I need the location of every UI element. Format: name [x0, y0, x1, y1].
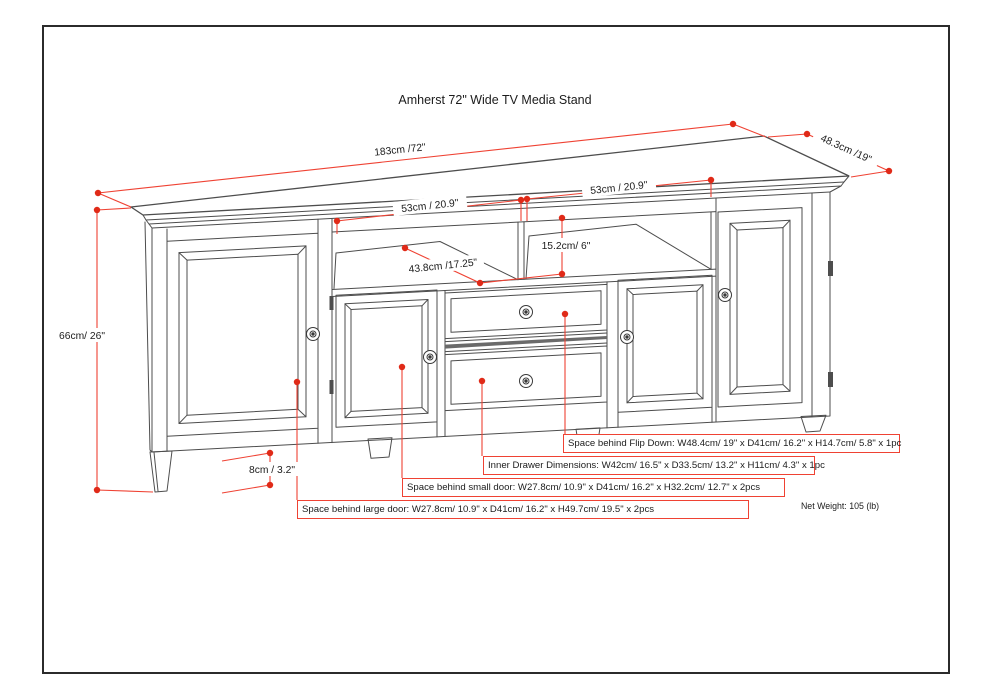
door-bevels	[730, 220, 790, 394]
door-frame	[179, 246, 306, 424]
door-bevels	[179, 246, 306, 424]
shelf-opening-sides	[332, 212, 711, 290]
door-frame	[627, 285, 703, 403]
door-panel	[351, 306, 422, 412]
door-frame	[730, 220, 790, 394]
leg-height-label-group	[246, 462, 298, 476]
door-bevels	[627, 285, 703, 403]
door-panel	[187, 254, 298, 415]
hinges	[330, 261, 834, 394]
overall-height-label: 66cm/ 26"	[58, 331, 106, 342]
overall-depth-label: 48.3cm /19"	[818, 133, 873, 166]
callout-large-door: Space behind large door: W27.8cm/ 10.9" x D41cm/ 16.2" x H49.7cm/ 19.5" x 2pcs	[297, 500, 749, 519]
shelf-height-label-group	[536, 238, 597, 252]
overall-width-label: 183cm /72"	[373, 142, 427, 159]
front-left-leg	[150, 451, 172, 492]
shelf-left-width-label-group	[392, 194, 467, 216]
overall-width-label-group	[363, 138, 436, 160]
callout-flip-down: Space behind Flip Down: W48.4cm/ 19" x D41cm/ 16.2" x H14.7cm/ 5.8" x 1pc	[563, 434, 900, 453]
overall-height-label-group	[54, 328, 110, 342]
leg-height-label: 8cm / 3.2"	[248, 465, 296, 476]
callout-inner-drawer: Inner Drawer Dimensions: W42cm/ 16.5" x D33.5cm/ 13.2" x H11cm/ 4.3" x 1pc	[483, 456, 815, 475]
shelf-right-width-label: 53cm / 20.9''	[589, 180, 649, 197]
shelf-depth-label: 43.8cm /17.25"	[408, 257, 478, 276]
door-frame	[345, 300, 428, 418]
door-panel	[633, 291, 697, 396]
large-door-right	[718, 208, 802, 407]
large-door-left	[167, 233, 318, 436]
width-dim-line	[98, 124, 766, 207]
top-molding	[146, 182, 844, 228]
height-dim-line	[97, 208, 153, 492]
page-title: Amherst 72" Wide TV Media Stand	[398, 93, 592, 107]
shelf-height-label: 15.2cm/ 6"	[541, 241, 591, 252]
door-bevels	[345, 300, 428, 418]
left-side-edge	[145, 222, 152, 452]
shelf-depth-label-group	[401, 254, 484, 276]
net-weight-label: Net Weight: 105 (lb)	[800, 501, 880, 511]
drawer-gap-shadow	[445, 336, 607, 349]
callout-small-door: Space behind small door: W27.8cm/ 10.9" x D41cm/ 16.2" x H32.2cm/ 12.7" x 2pcs	[402, 478, 785, 497]
face-frame	[152, 192, 830, 452]
small-door-right	[618, 275, 712, 412]
door-panel	[737, 228, 783, 387]
shelf-left-width-label: 53cm / 20.9''	[400, 197, 460, 216]
molding-ends	[143, 176, 849, 228]
